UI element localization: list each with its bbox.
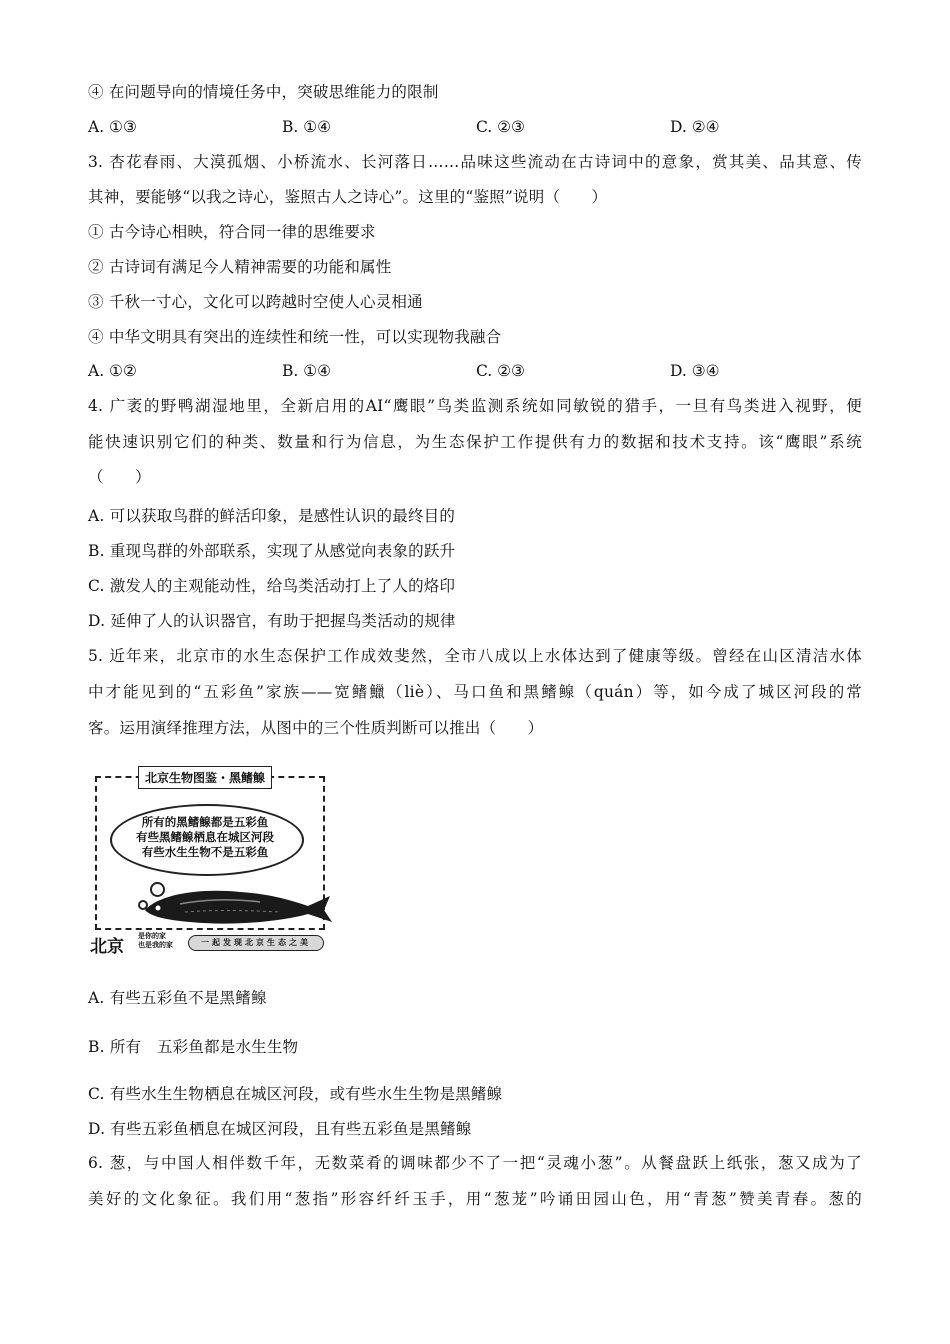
q2-option-a: A. ①③	[88, 118, 137, 136]
q4-stem-line2: 能快速识别它们的种类、数量和行为信息，为生态保护工作提供有力的数据和技术支持。该“鹰眼”系统	[88, 433, 862, 451]
q3-option-a: A. ①②	[88, 362, 137, 380]
fish-illustration	[88, 764, 336, 958]
q4-option-c: C. 激发人的主观能动性，给鸟类活动打上了人的烙印	[88, 577, 456, 595]
q3-stem-line1: 3. 杏花春雨、大漠孤烟、小桥流水、长河落日……品味这些流动在古诗词中的意象，赏其美、品其意、传	[88, 153, 862, 171]
q5-option-c: C. 有些水生生物栖息在城区河段，或有些水生生物是黑鳍鳈	[88, 1085, 503, 1103]
q3-stem-line2: 其神，要能够“以我之诗心，鉴照古人之诗心”。这里的“鉴照”说明（ ）	[88, 188, 608, 206]
footer-city: 北京	[90, 937, 124, 957]
q2-option-d: D. ②④	[670, 118, 720, 136]
q3-item-1: ① 古今诗心相映，符合同一律的思维要求	[88, 223, 376, 241]
footer-tagline	[138, 932, 173, 950]
q3-option-c: C. ②③	[476, 362, 525, 380]
premise-1: 所有的黑鳍鳈都是五彩鱼	[141, 815, 269, 829]
q3-item-4: ④ 中华文明具有突出的连续性和统一性，可以实现物我融合	[88, 328, 502, 346]
footer-tagline-2: 也是我的家	[138, 941, 173, 949]
q3-option-b: B. ①④	[282, 362, 332, 380]
fish-icon	[140, 882, 335, 927]
q5-stem-line2: 中才能见到的“五彩鱼”家族——宽鳍鱲（liè）、马口鱼和黑鳍鳈（quán）等，如今成了城区河段的常	[88, 683, 862, 701]
thought-cloud-text	[110, 815, 300, 860]
footer-slogan: 一起发现北京生态之美	[188, 935, 324, 951]
q2-item-4: ④ 在问题导向的情境任务中，突破思维能力的限制	[88, 83, 439, 101]
q6-stem-line1: 6. 葱，与中国人相伴数千年，无数菜肴的调味都少不了一把“灵魂小葱”。从餐盘跃上纸张，葱又成为了	[88, 1154, 862, 1172]
q2-option-c: C. ②③	[476, 118, 525, 136]
footer-tagline-1: 是你的家	[138, 932, 166, 940]
q6-stem-line2: 美好的文化象征。我们用“葱指”形容纤纤玉手，用“葱茏”吟诵田园山色，用“青葱”赞美青春。葱的	[88, 1190, 862, 1208]
q5-option-d: D. 有些五彩鱼栖息在城区河段，且有些五彩鱼是黑鳍鳈	[88, 1120, 472, 1138]
q3-option-d: D. ③④	[670, 362, 720, 380]
q4-stem-line3: （ ）	[88, 468, 151, 486]
premise-2: 有些黑鳍鳈栖息在城区河段	[136, 830, 274, 844]
q5-option-a: A. 有些五彩鱼不是黑鳍鳈	[88, 989, 267, 1007]
q3-item-2: ② 古诗词有满足今人精神需要的功能和属性	[88, 258, 392, 276]
q5-stem-line1: 5. 近年来，北京市的水生态保护工作成效斐然，全市八成以上水体达到了健康等级。曾经在山区清洁水体	[88, 647, 862, 665]
q2-option-b: B. ①④	[282, 118, 332, 136]
q5-option-b: B. 所有 五彩鱼都是水生生物	[88, 1038, 299, 1056]
q5-stem-line3: 客。运用演绎推理方法，从图中的三个性质判断可以推出（ ）	[88, 719, 544, 737]
premise-3: 有些水生生物不是五彩鱼	[141, 845, 269, 859]
q3-item-3: ③ 千秋一寸心，文化可以跨越时空使人心灵相通	[88, 293, 423, 311]
q4-option-b: B. 重现鸟群的外部联系，实现了从感觉向表象的跃升	[88, 542, 456, 560]
q4-option-a: A. 可以获取鸟群的鲜活印象，是感性认识的最终目的	[88, 507, 456, 525]
figure-title: 北京生物图鉴・黑鳍鳈	[138, 766, 272, 789]
q4-option-d: D. 延伸了人的认识器官，有助于把握鸟类活动的规律	[88, 612, 456, 630]
q4-stem-line1: 4. 广袤的野鸭湖湿地里，全新启用的AI“鹰眼”鸟类监测系统如同敏锐的猎手，一旦有鸟类进入视野，便	[88, 397, 862, 415]
